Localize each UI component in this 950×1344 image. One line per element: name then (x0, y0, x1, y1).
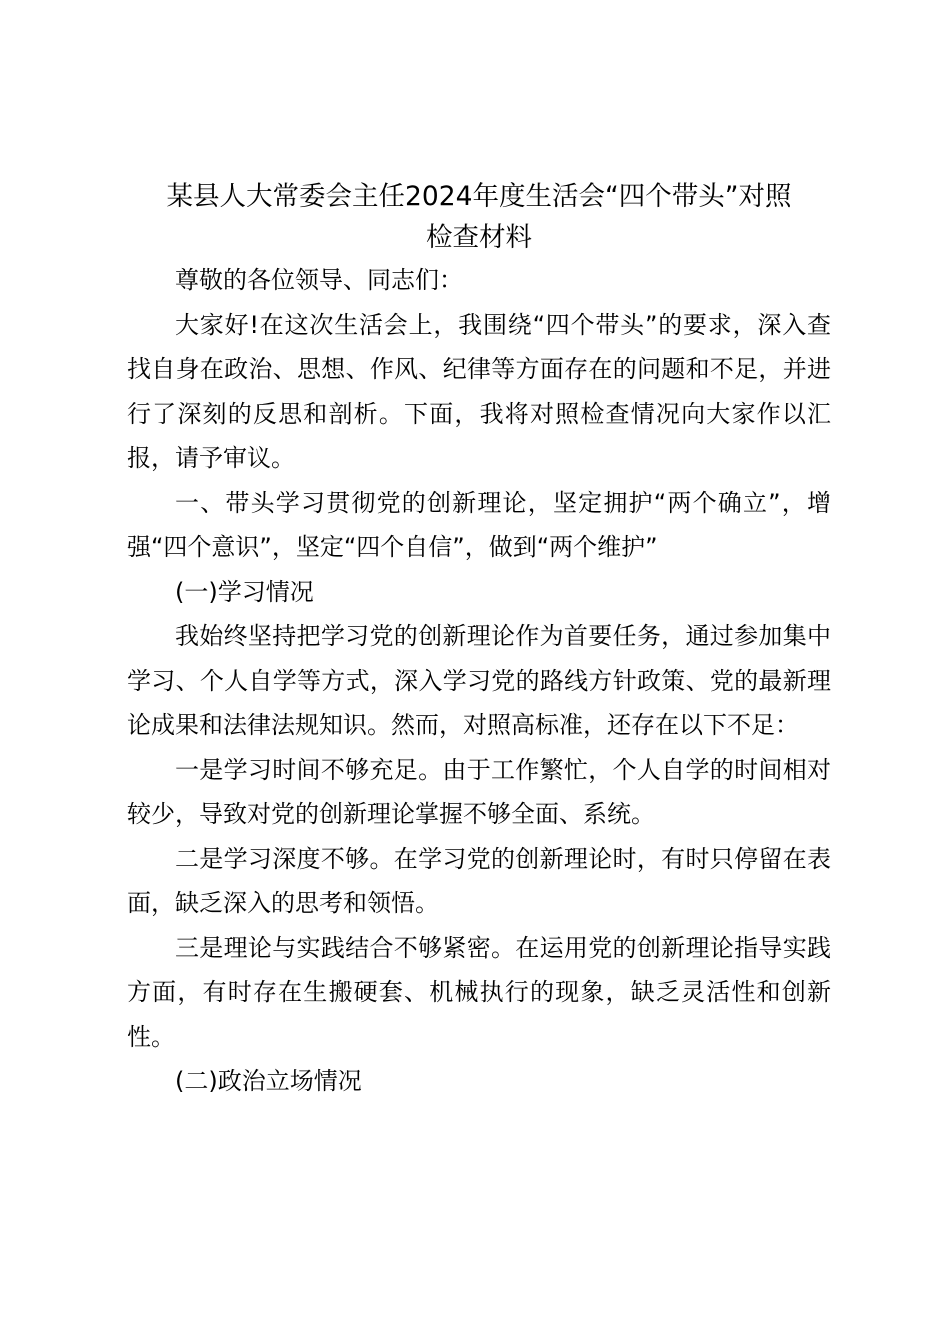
subsection-heading-1: (一)学习情况 (175, 577, 314, 606)
paragraph-point-1: 一是学习时间不够充足。由于工作繁忙，个人自学的时间相对较少，导致对党的创新理论掌握不够全面、系统。 (127, 755, 831, 828)
document-content (127, 176, 831, 1104)
document-title (127, 176, 831, 258)
section-heading-1: 一、带头学习贯彻党的创新理论，坚定拥护“两个确立”，增强“四个意识”，坚定“四个自信”，做到“两个维护” (127, 488, 831, 561)
paragraph-point-2: 二是学习深度不够。在学习党的创新理论时，有时只停留在表面，缺乏深入的思考和领悟。 (127, 844, 831, 917)
paragraph-study: 我始终坚持把学习党的创新理论作为首要任务，通过参加集中学习、个人自学等方式，深入学习党的路线方针政策、党的最新理论成果和法律法规知识。然而，对照高标准，还存在以下不足： (127, 622, 831, 739)
paragraph-intro: 大家好!在这次生活会上，我围绕“四个带头”的要求，深入查找自身在政治、思想、作风、纪律等方面存在的问题和不足，并进行了深刻的反思和剖析。下面，我将对照检查情况向大家作以汇报，请予审议。 (127, 310, 831, 472)
paragraph-point-3: 三是理论与实践结合不够紧密。在运用党的创新理论指导实践方面，有时存在生搬硬套、机械执行的现象，缺乏灵活性和创新性。 (127, 933, 831, 1051)
title-line-1: 某县人大常委会主任2024年度生活会“四个带头”对照 (166, 181, 792, 212)
title-line-2: 检查材料 (426, 222, 532, 253)
greeting: 尊敬的各位领导、同志们： (175, 266, 463, 294)
subsection-heading-2: (二)政治立场情况 (175, 1067, 362, 1095)
